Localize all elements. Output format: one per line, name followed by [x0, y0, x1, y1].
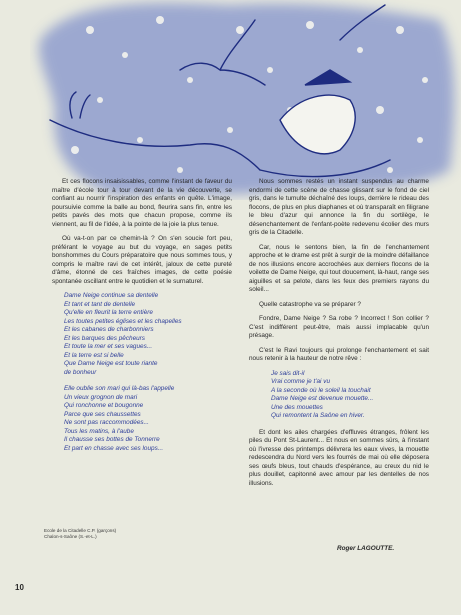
poem-line: Je sais dit-il	[271, 369, 305, 377]
paragraph: Et dont les ailes chargées d'effluves étranges, frôlent les piles du Pont St-Laurent... Et nous en sommes sûrs, à l'instant où l'ivresse des printemps délivrera les eaux vives, la mouette redescendra du Nord vers les fourrés de mai où elle déposera ses œufs bleus, tout chauds d'espérance, au creux du nid le plus douillet, capitonné avec amour par les dentelles de nos illusions.	[249, 428, 429, 487]
paragraph: Où va-t-on par ce chemin-là ? On s'en soucie fort peu, préférant le voyage au but du voyage, en sages petits bonshommes du Cours préparatoire que nous sommes tous, y compris le maître ravi de cet intérêt, jaloux de cette pureté d'âme, étonné de ces fraîches images, de cette poésie spontanée oscillant entre le quotidien et le surnaturel.	[52, 235, 232, 285]
school-credit	[44, 528, 116, 540]
poem-line: Tous les matins, à l'aube	[64, 427, 134, 435]
poem-stanza	[271, 370, 429, 421]
poem-line: Dame Neige est devenue mouette...	[271, 395, 374, 402]
author-signature: Roger LAGOUTTE.	[337, 545, 395, 552]
paragraph: Nous sommes restés un instant suspendus au charme endormi de cette scène de chasse glissant sur le fond de ciel gris, dans le tumulte déchaîné des loups, derrière le rideau des flocons, de plus en plus diaphanes et où transparaît en filigrane le bleu d'azur qui annonce la fin du sortilège, le désenchantement de l'enfant-poète redevenu écolier des murs gris de la Citadelle.	[249, 178, 429, 236]
credit-line: Ecole de la Citadelle C.P. (garçons)	[44, 528, 117, 533]
poem-line: Une des mouettes	[271, 403, 323, 411]
poem-stanza	[64, 385, 232, 453]
poem-line: Et la terre est si belle	[64, 351, 124, 359]
left-column	[52, 178, 232, 461]
poem-line: Elle oublie son mari qui là-bas l'appelle	[64, 385, 175, 392]
poem-line: Ne sont pas raccommodées...	[64, 419, 149, 426]
right-column	[249, 178, 429, 494]
poem-line: Un vieux grognon de mari	[64, 393, 138, 401]
poem-line: de bonheur	[64, 368, 97, 376]
page-number: 10	[15, 583, 24, 592]
credit-line: Chalon-s-Saône (S.-et-L.)	[44, 534, 97, 539]
poem-line: Qui ronchonne et bougonne	[64, 402, 144, 409]
poem-line: Qu'elle en fleurit la terre entière	[64, 309, 153, 316]
poem-line: Parce que ses chaussettes	[64, 410, 141, 418]
poem-line: Et les cabanes de charbonniers	[64, 326, 154, 333]
paragraph: Fondre, Dame Neige ? Sa robe ? Incorrect ! Son collier ? C'est indifférent peut-être, mais aussi implacable qu'un présage.	[249, 315, 429, 339]
paragraph: C'est le Ravi toujours qui prolonge l'enchantement et sait nous retenir à la hauteur de notre rêve :	[249, 346, 429, 362]
paragraph: Car, nous le sentons bien, la fin de l'enchantement approche et le drame est prêt à surgir de la moindre défaillance de nos illusions encore accrochées aux derniers flocons de la voilette de Dame Neige, qui tout doucement, là-haut, range ses aiguilles et sa pelote, dans les feux des premiers rayons du soleil...	[249, 243, 429, 293]
poem-line: Qui remontent la Saône en hiver.	[271, 412, 365, 419]
poem-line: Vrai comme je t'ai vu	[271, 378, 330, 385]
poem-line: Et part en chasse avec ses loups...	[64, 444, 164, 452]
poem-line: Et les barques des pêcheurs	[64, 334, 145, 342]
snow-hunt-illustration	[30, 0, 461, 200]
poem-line: Et tant et tant de dentelle	[64, 300, 136, 308]
poem-line: Et toute la mer et ses vagues...	[64, 343, 153, 350]
poem-line: Que Dame Neige est toute riante	[64, 360, 158, 367]
paragraph: Quelle catastrophe va se préparer ?	[259, 300, 361, 308]
poem-line: A la seconde où le soleil la touchait	[271, 386, 371, 394]
poem-line: Il chausse ses bottes de Tonnerre	[64, 436, 160, 443]
poem-line: Les toutes petites églises et les chapelles	[64, 317, 182, 325]
poem-line: Dame Neige continue sa dentelle	[64, 292, 159, 299]
poem-stanza	[64, 292, 232, 377]
paragraph: Et ces flocons insaisissables, comme l'instant de faveur du maître d'école tour à tour devant de la vie découverte, se confiant au nourrir l'inspiration des enfants en quête. L'image, poursuivie comme la balle au bond, fleurira sans fin, entre les petits pavés des mots que chacun propose, comme ils viennent, au fil de l'idée, à la pointe de la joie la plus tenue.	[52, 178, 232, 228]
